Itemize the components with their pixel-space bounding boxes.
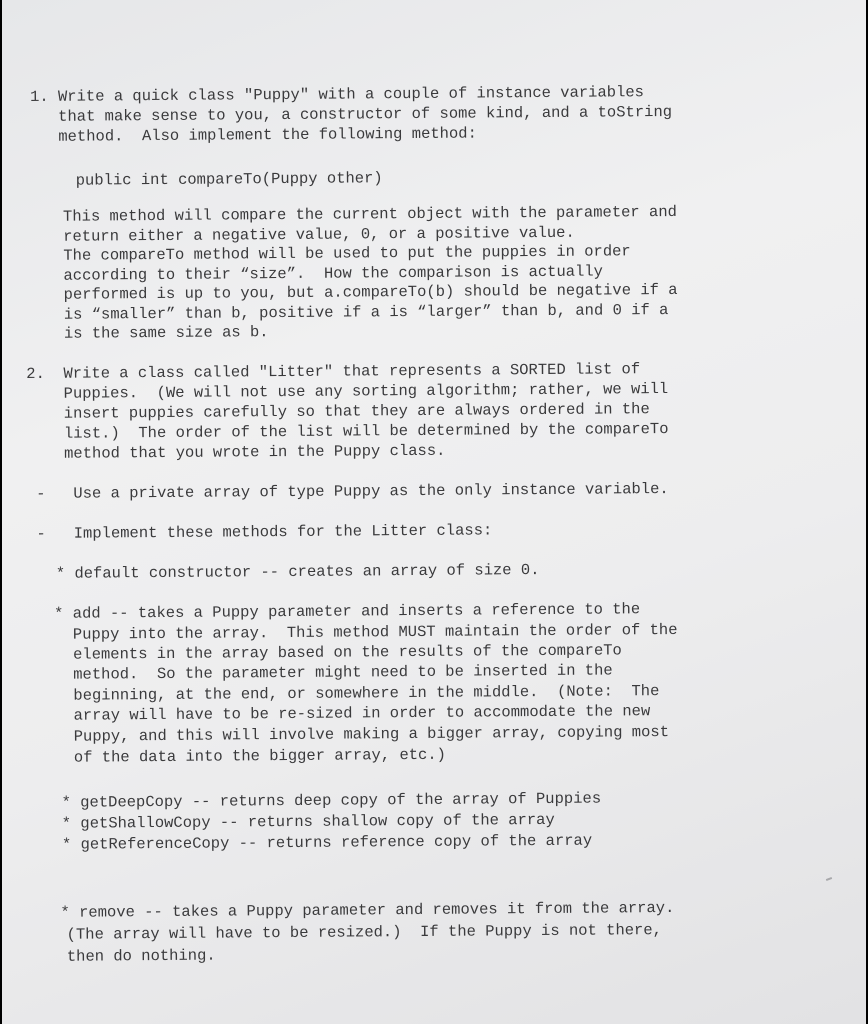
- item2-line-4: list.) The order of the list will be determined by the compareTo: [26, 419, 669, 444]
- description-line-5: performed is up to you, but a.compareTo(b) should be negative if a: [63, 280, 678, 304]
- remove-line-1: * remove -- takes a Puppy parameter and removes it from the array.: [60, 898, 675, 922]
- add-line-2: Puppy into the array. This method MUST maintain the order of the: [54, 620, 678, 644]
- add-line-8: of the data into the bigger array, etc.): [55, 745, 446, 767]
- item1-line-1: 1. Write a quick class "Puppy" with a couple of instance variables: [30, 83, 645, 106]
- add-line-4: method. So the parameter might need to be inserted in the: [54, 661, 613, 684]
- method-signature: public int compareTo(Puppy other): [75, 169, 383, 190]
- item1-line-3: method. Also implement the following method:: [30, 124, 477, 146]
- assignment-document: [26, 82, 837, 1009]
- description-line-6: is “smaller” than b, positive if a is “larger” than b, and 0 if a: [63, 300, 669, 324]
- description-line-1: This method will compare the current object with the parameter and: [62, 202, 677, 226]
- paper-sheet: [2, 0, 866, 1024]
- item2-line-2: Puppies. (We will not use any sorting algorithm; rather, we will: [26, 379, 669, 404]
- description-line-2: return either a negative value, 0, or a positive value.: [63, 223, 575, 246]
- bullet-private-array: - Use a private array of type Puppy as the only instance variable.: [36, 479, 669, 503]
- get-reference-copy-item: * getReferenceCopy -- returns reference copy of the array: [61, 831, 593, 854]
- description-line-3: The compareTo method will be used to put the puppies in order: [63, 242, 631, 265]
- item2-line-3: insert puppies carefully so that they are always ordered in the: [26, 400, 650, 424]
- add-line-1: * add -- takes a Puppy parameter and inserts a reference to the: [54, 600, 641, 623]
- description-line-7: is the same size as b.: [63, 323, 269, 343]
- item1-line-2: that make sense to you, a constructor of some kind, and a toString: [30, 102, 673, 126]
- add-line-3: elements in the array based on the results of the compareTo: [54, 641, 622, 664]
- description-line-4: according to their “size”. How the comparison is actually: [63, 262, 604, 285]
- item2-line-5: method that you wrote in the Puppy class.: [26, 441, 446, 464]
- default-constructor-item: * default constructor -- creates an array of size 0.: [55, 561, 540, 583]
- remove-line-3: then do nothing.: [66, 946, 216, 966]
- bullet-implement-methods: - Implement these methods for the Litter class:: [36, 521, 493, 543]
- remove-line-2: (The array will have to be resized.) If the Puppy is not there,: [66, 921, 663, 944]
- get-deep-copy-item: * getDeepCopy -- returns deep copy of the array of Puppies: [61, 789, 602, 812]
- add-line-5: beginning, at the end, or somewhere in the middle. (Note: The: [54, 682, 660, 705]
- get-shallow-copy-item: * getShallowCopy -- returns shallow copy of the array: [61, 810, 555, 833]
- add-line-7: Puppy, and this will involve making a bigger array, copying most: [55, 723, 670, 746]
- item2-line-1: 2. Write a class called "Litter" that represents a SORTED list of: [26, 360, 641, 384]
- add-line-6: array will have to be re-sized in order to accommodate the new: [54, 702, 651, 725]
